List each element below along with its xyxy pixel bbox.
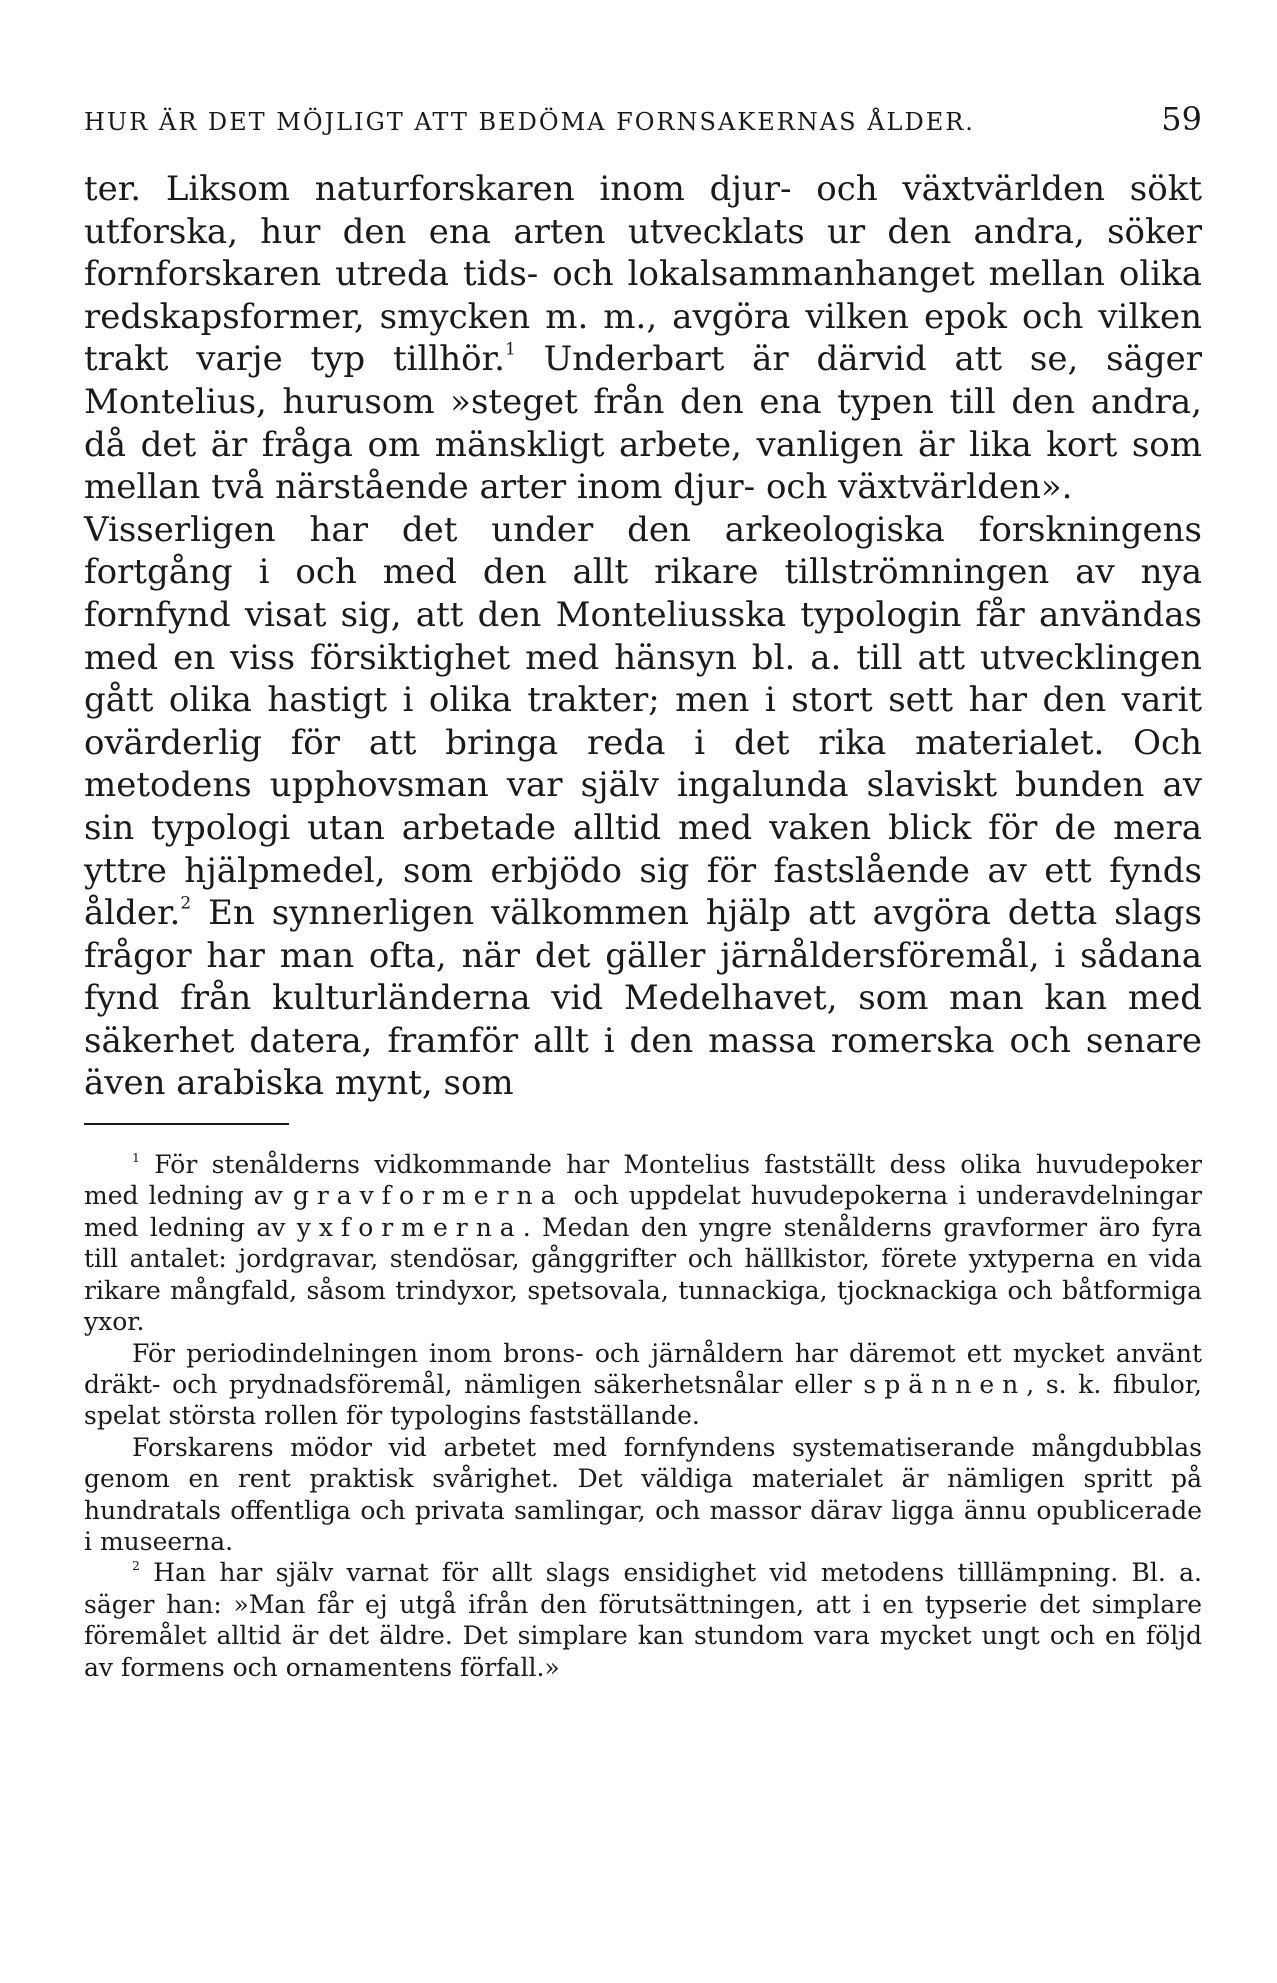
- emphasized-term: spännen: [863, 1369, 1027, 1399]
- footnote-text: och uppdelat huvudepokerna i underavdelningar med ledning av: [84, 1181, 1202, 1242]
- page-number: 59: [1161, 100, 1202, 138]
- emphasized-term: gravformerna: [292, 1181, 564, 1211]
- paragraph: [84, 168, 1202, 509]
- footnote-text: Han har själv varnat för allt slags ensidighet vid metodens tilllämpning. Bl. a. säger han: »Man får ej utgå ifrån den förutsättningen, att i en typserie det simplare föremålet alltid är det äldre. Det simplare kan stundom vara mycket ungt och en följd av formens och ornamentens förfall.»: [84, 1558, 1202, 1682]
- footnote-text: . Medan den yngre stenålderns gravformer äro fyra till antalet: jordgravar, stendösar, gånggrifter och hällkistor, förete yxtyperna en vida rikare mångfald, såsom trindyxor, spetsovala, tunnackiga, tjocknackiga och båtformiga yxor.: [84, 1212, 1202, 1337]
- footnote-marker: 2: [132, 1558, 140, 1574]
- footnote-reference: 1: [504, 340, 516, 361]
- footnote: [84, 1557, 1202, 1683]
- paragraph: [84, 509, 1202, 1105]
- footnote-paragraph: Forskarens mödor vid arbetet med fornfyndens systematiserande mångdubblas genom en rent praktisk svårighet. Det väldiga materialet är nämligen spritt på hundratals offentliga och privata samlingar, och massor därav ligga ännu opublicerade i museerna.: [84, 1432, 1202, 1556]
- footnote-reference: 2: [180, 893, 192, 914]
- main-text: [84, 168, 1202, 1105]
- emphasized-term: yxformerna: [296, 1212, 523, 1242]
- footnote-separator: [84, 1123, 289, 1125]
- paragraph-text: En synnerligen välkommen hjälp att avgöra detta slags frågor har man ofta, när det gäller järnåldersföremål, i sådana fynd från kulturländerna vid Medelhavet, som man kan med säkerhet datera, framför allt i den massa romerska och senare även arabiska mynt, som: [84, 893, 1202, 1104]
- footnote-text: För periodindelningen inom brons- och järnåldern har däremot ett mycket använt dräkt- och prydnadsföremål, nämligen säkerhetsnålar eller: [84, 1338, 1202, 1399]
- book-page: [84, 100, 1202, 1683]
- running-head: [84, 100, 1202, 138]
- footnote-text: För stenålderns vidkommande har Montelius fastställt dess olika huvudepoker med ledning av: [84, 1150, 1202, 1211]
- footnote-marker: 1: [132, 1149, 140, 1165]
- footnote-paragraph: [84, 1338, 1202, 1432]
- paragraph-text: Visserligen har det under den arkeologiska forskningens fortgång i och med den allt rikare tillströmningen av nya fornfynd visat sig, att den Monteliusska typologin får användas med en viss försiktighet med hänsyn bl. a. till att utvecklingen gått olika hastigt i olika trakter; men i stort sett har den varit ovärderlig för att bringa reda i det rika materialet. Och metodens upphovsman var själv ingalunda slaviskt bunden av sin typologi utan arbetade alltid med vaken blick för de mera yttre hjälpmedel, som erbjödo sig för fastslående av ett fynds ålder.: [84, 509, 1202, 934]
- running-title: HUR ÄR DET MÖJLIGT ATT BEDÖMA FORNSAKERNAS ÅLDER.: [84, 108, 975, 136]
- footnote: [84, 1149, 1202, 1337]
- paragraph-text: Underbart är därvid att se, säger Montelius, hurusom »steget från den ena typen till den andra, då det är fråga om mänskligt arbete, vanligen är lika kort som mellan två närstående arter inom djur- och växtvärlden».: [84, 339, 1202, 508]
- footnote-text: , s. k. fibulor, spelat största rollen för typologins fastställande.: [84, 1369, 1202, 1431]
- footnotes: [84, 1149, 1202, 1683]
- paragraph-text: ter. Liksom naturforskaren inom djur- och växtvärlden sökt utforska, hur den ena arten utvecklats ur den andra, söker fornforskaren utreda tids- och lokalsammanhanget mellan olika redskapsformer, smycken m. m., avgöra vilken epok och vilken trakt varje typ tillhör.: [84, 169, 1202, 380]
